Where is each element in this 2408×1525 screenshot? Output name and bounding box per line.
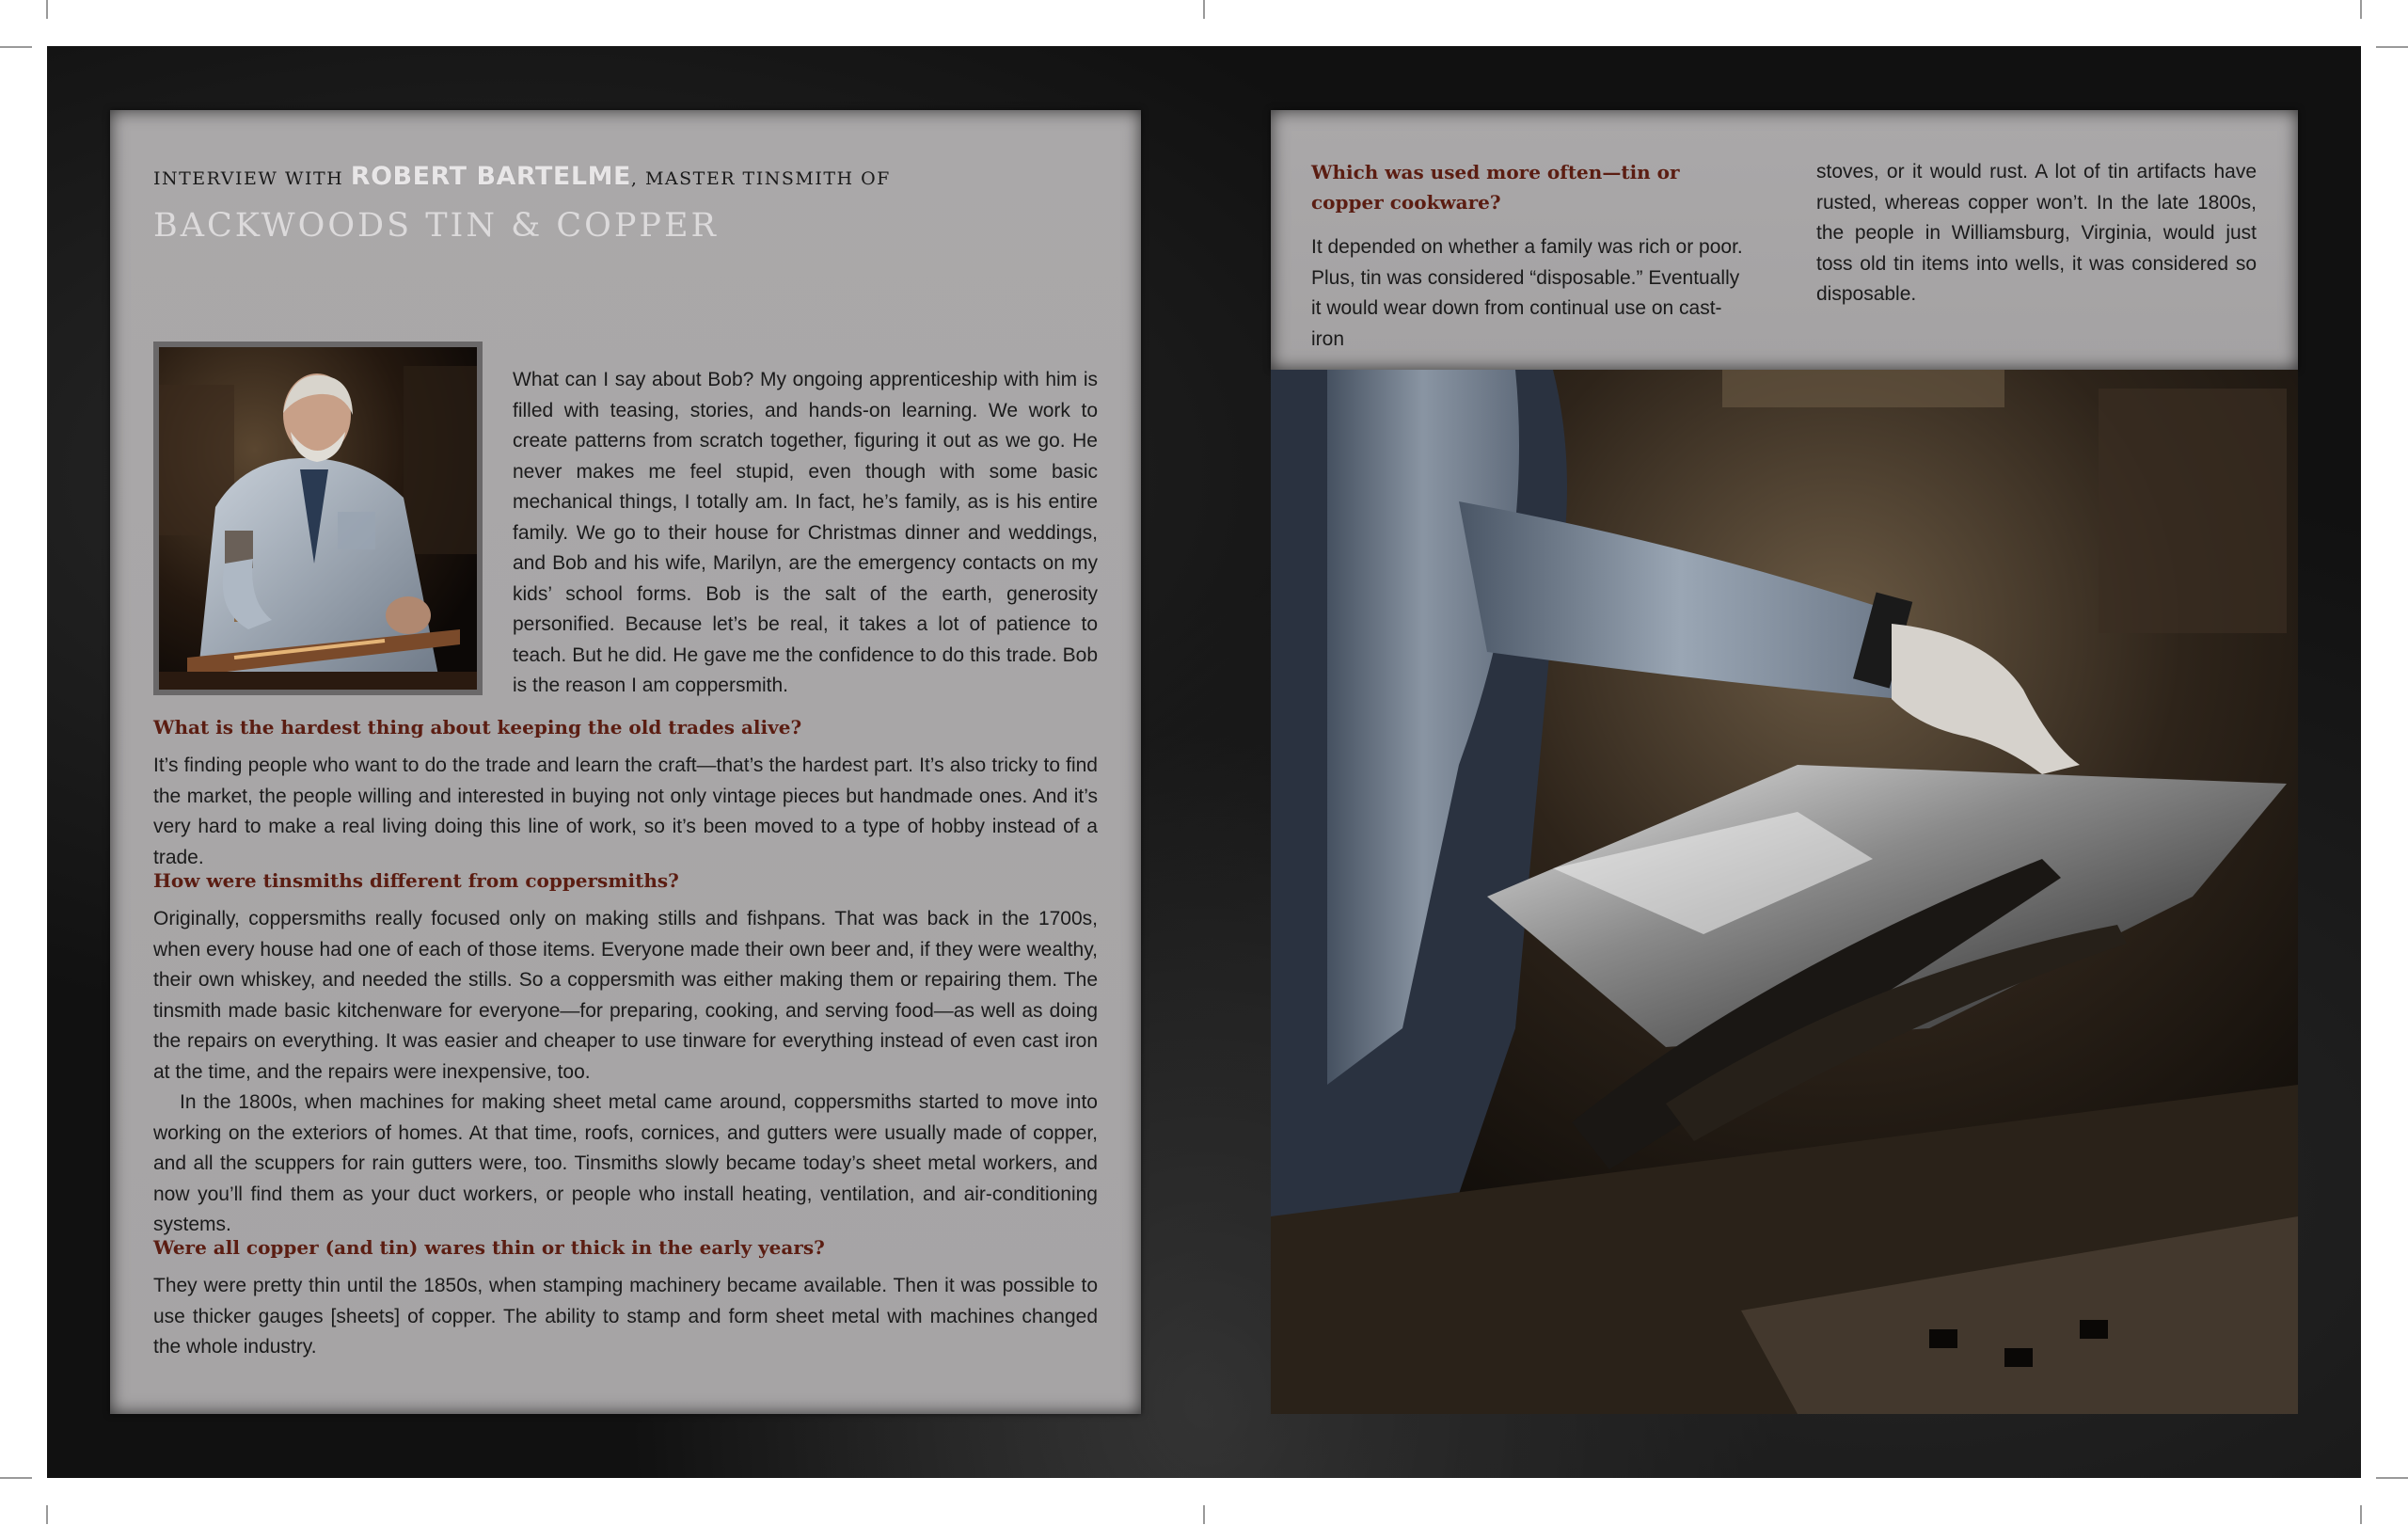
crop-mark bbox=[46, 1505, 48, 1524]
qa-block-3 bbox=[153, 1232, 1098, 1363]
interviewee-name: ROBERT BARTELME bbox=[350, 162, 631, 191]
company-name: BACKWOODS TIN & COPPER bbox=[153, 207, 719, 245]
crop-mark bbox=[2376, 46, 2408, 48]
header-suffix: , MASTER TINSMITH OF bbox=[630, 168, 891, 189]
crop-mark bbox=[2360, 0, 2362, 19]
crop-mark bbox=[0, 1477, 32, 1479]
workshop-photo bbox=[1271, 370, 2298, 1414]
answer-paragraph: They were pretty thin until the 1850s, when stamping machinery became available. Then it was possible to use thicker gauges [sheets] of copper. The ability to stamp and form sheet metal with machines changed the whole industry. bbox=[153, 1275, 1098, 1358]
crop-mark bbox=[2360, 1505, 2362, 1524]
tinsmith-portrait-photo bbox=[153, 342, 483, 695]
question-heading: Which was used more often—tin or copper cookware? bbox=[1311, 161, 1680, 214]
crop-mark bbox=[0, 46, 32, 48]
answer-continued-paragraph: stoves, or it would rust. A lot of tin artifacts have rusted, whereas copper won’t. In the late 1800s, the people in Williamsburg, Virginia, would just toss old tin items into wells, it was considered so disposable. bbox=[1816, 161, 2257, 305]
crop-mark bbox=[46, 0, 48, 19]
question-heading: What is the hardest thing about keeping the old trades alive? bbox=[153, 716, 802, 739]
right-column-1 bbox=[1311, 157, 1750, 355]
crop-mark bbox=[1203, 0, 1205, 19]
answer-paragraph: It’s finding people who want to do the trade and learn the craft—that’s the hardest part. It’s also tricky to find the market, the people willing and interested in buying not only vintage pieces but handmade ones. And it’s very hard to make a real living doing this line of work, so it’s been moved to a type of hobby instead of a trade. bbox=[153, 755, 1098, 868]
portrait-illustration bbox=[159, 347, 477, 690]
workshop-illustration bbox=[1271, 370, 2298, 1414]
answer-paragraph: In the 1800s, when machines for making sheet metal came around, coppersmiths started to move into working on the exteriors of homes. At that time, roofs, cornices, and gutters were usually made of copper, and all the scuppers for rain gutters were, too. Tinsmiths slowly became today’s sheet metal workers, and now you’ll find them as your duct workers, or people who install heating, ventilation, and air-conditioning systems. bbox=[153, 1091, 1098, 1235]
qa-block-1 bbox=[153, 712, 1098, 873]
header-prefix: INTERVIEW WITH bbox=[153, 168, 344, 189]
qa-block-2 bbox=[153, 866, 1098, 1241]
intro-column bbox=[513, 365, 1098, 702]
intro-paragraph: What can I say about Bob? My ongoing apprenticeship with him is filled with teasing, stories, and hands-on learning. We work to create patterns from scratch together, figuring it out as we go. He never makes me feel stupid, even though with some basic mechanical things, I totally am. In fact, he’s family, as is his entire family. We go to their house for Christmas dinner and weddings, and Bob and his wife, Marilyn, are the emergency contacts on my kids’ school forms. Bob is the salt of the earth, generosity personified. Because let’s be real, it takes a lot of patience to teach. But he did. He gave me the confidence to do this trade. Bob is the reason I am coppersmith. bbox=[513, 369, 1098, 696]
answer-paragraph: Originally, coppersmiths really focused only on making stills and fishpans. That was back in the 1700s, when every house had one of each of those items. Everyone made their own beer and, if they were wealthy, their own whiskey, and needed the stills. So a coppersmith was either making them or repairing them. The tinsmith made basic kitchenware for everyone—for preparing, cooking, and serving food—as well as doing the repairs on everything. It was easier and cheaper to use tinware for everything instead of even cast iron at the time, and the repairs were inexpensive, too. bbox=[153, 908, 1098, 1083]
question-heading: Were all copper (and tin) wares thin or thick in the early years? bbox=[153, 1236, 825, 1259]
answer-paragraph: It depended on whether a family was rich or poor. Plus, tin was considered “disposable.” Eventually it would wear down from continual use on cast-iron bbox=[1311, 236, 1743, 350]
right-column-2 bbox=[1816, 157, 2257, 310]
question-heading: How were tinsmiths different from coppersmiths? bbox=[153, 869, 679, 892]
interview-header bbox=[153, 162, 1094, 191]
crop-mark bbox=[1203, 1505, 1205, 1524]
crop-mark bbox=[2376, 1477, 2408, 1479]
